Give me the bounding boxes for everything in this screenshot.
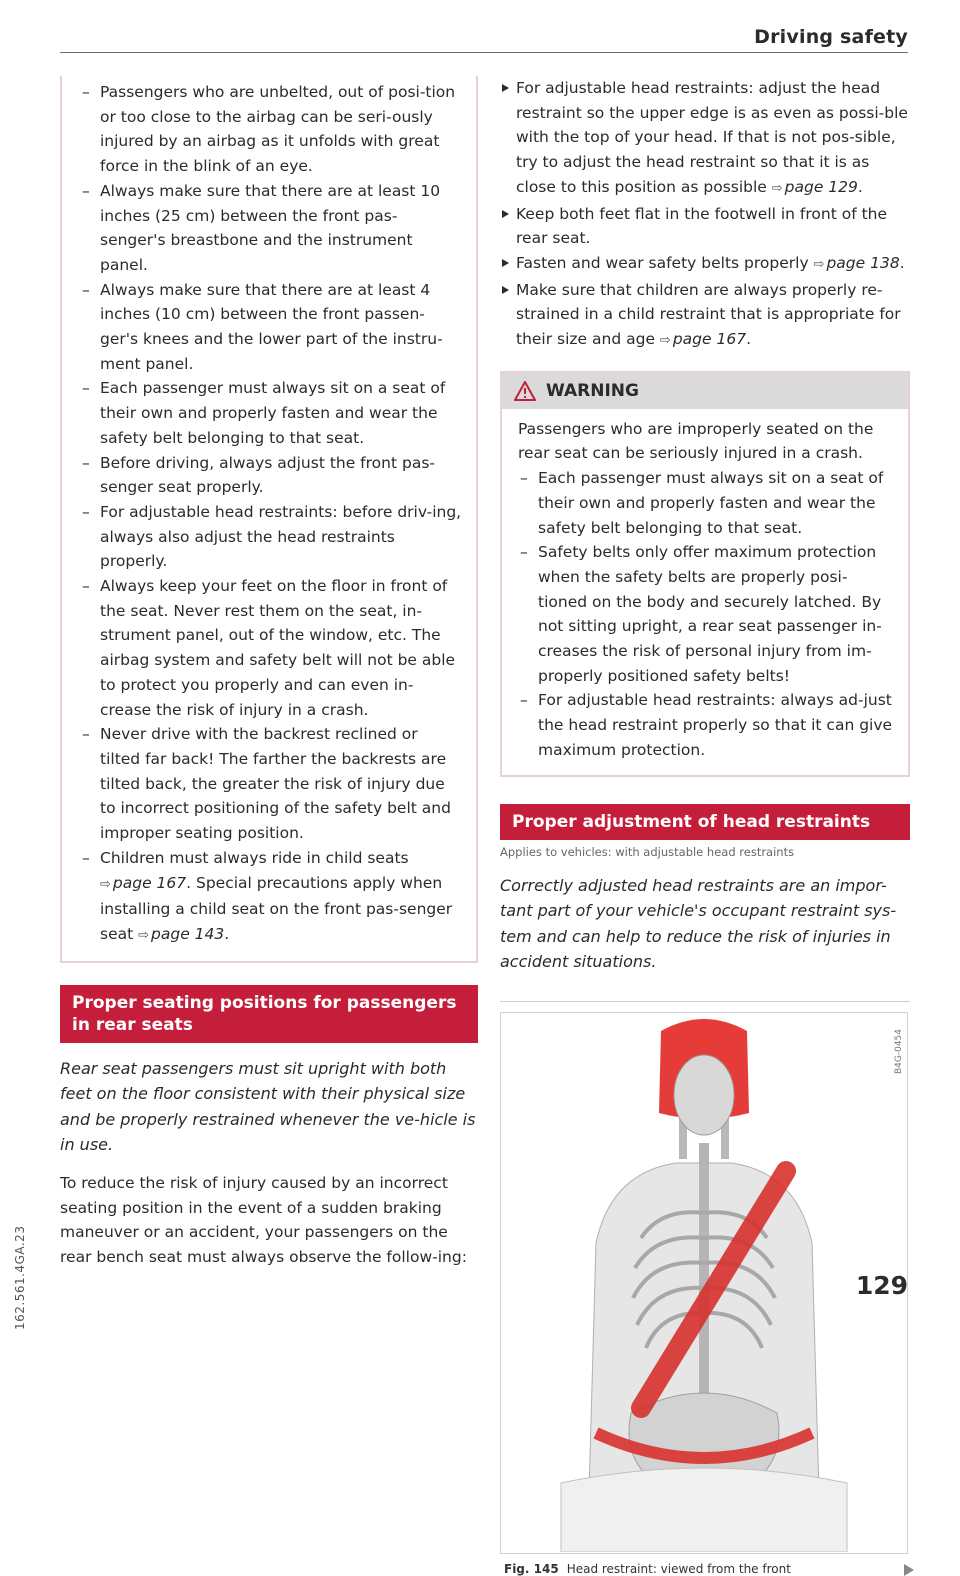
- warning-title: WARNING: [546, 380, 639, 401]
- warning-list: [80, 80, 462, 949]
- section-intro: Rear seat passengers must sit upright with both feet on the floor consistent with their physical size and be properly restrained whenever the ve-hicle is in use.: [60, 1058, 476, 1155]
- head-restraint-illustration: [501, 1013, 906, 1552]
- continue-arrow-icon: [904, 1564, 914, 1576]
- left-column: [60, 76, 478, 1270]
- instruction-item: Keep both feet flat in the footwell in front of the rear seat.: [500, 202, 910, 251]
- warning-header: [502, 373, 908, 409]
- arrow-right-icon: ⇨: [659, 333, 671, 349]
- instruction-item: For adjustable head restraints: adjust the head restraint so the upper edge is as even as possi-ble with the top of your head. If that is not pos-sible, try to adjust the head restraint so that it is as close to this position as possible ⇨ page 129.: [500, 76, 910, 202]
- arrow-right-icon: ⇨: [771, 180, 783, 196]
- warning-item: – Passengers who are unbelted, out of posi-tion or too close to the airbag can be seri-ously injured by an airbag as it unfolds with great force in the blink of an eye.: [80, 80, 462, 179]
- warning-continuation-box: [60, 76, 478, 963]
- arrow-right-icon: ⇨: [813, 256, 825, 272]
- warning-body: [502, 409, 908, 775]
- arrow-right-icon: ⇨: [100, 876, 111, 892]
- running-header-title: Driving safety: [754, 26, 908, 48]
- figure-caption: [504, 1562, 791, 1576]
- warning-intro: Passengers who are improperly seated on the rear seat can be seriously injured in a crash.: [518, 419, 874, 463]
- section-title-head-restraints: Proper adjustment of head restraints: [500, 804, 910, 840]
- figure-caption-text: Head restraint: viewed from the front: [566, 1561, 791, 1576]
- page-167-link[interactable]: ⇨ page 167: [100, 873, 187, 892]
- arrow-right-icon: ⇨: [138, 927, 150, 943]
- warning-triangle-icon: [514, 381, 536, 401]
- right-column: [500, 76, 910, 1576]
- page-number: 129: [855, 1271, 908, 1300]
- warning-item: – Each passenger must always sit on a seat of their own and properly fasten and wear the safety belt belonging to that seat.: [518, 466, 894, 540]
- warning-item: – Never drive with the backrest reclined or tilted far back! The farther the backrests are tilted back, the greater the risk of injury due to incorrect positioning of the safety belt and improper seating position.: [80, 722, 462, 846]
- warning-item: – Safety belts only offer maximum protection when the safety belts are properly posi-tioned on the body and securely latched. By not sitting upright, a rear seat passenger in-creases the risk of personal injury from im-properly positioned safety belts!: [518, 540, 894, 688]
- instruction-list: [500, 76, 910, 354]
- figure-145: [500, 1001, 910, 1576]
- warning-item-children: – Children must always ride in child seats ⇨ page 167. Special precautions apply when installing a child seat on the front pas-senger seat ⇨ page 143.: [80, 846, 462, 949]
- warning-item: – Always keep your feet on the floor in front of the seat. Never rest them on the seat, in-strument panel, out of the window, etc. The airbag system and safety belt will not be able to protect you properly and can even in-crease the risk of injury in a crash.: [80, 574, 462, 722]
- warning-item: – For adjustable head restraints: always ad-just the head restraint properly so that it can give maximum protection.: [518, 688, 894, 762]
- page-138-link[interactable]: ⇨ page 138: [813, 253, 900, 272]
- section-title-rear-seats: Proper seating positions for passengers in rear seats: [60, 985, 478, 1043]
- warning-item: – Each passenger must always sit on a seat of their own and properly fasten and wear the safety belt belonging to that seat.: [80, 376, 462, 450]
- figure-label: Fig. 145: [504, 1561, 559, 1576]
- warning-list: [518, 466, 894, 762]
- page-129-link[interactable]: ⇨ page 129: [771, 177, 858, 196]
- warning-item: – Always make sure that there are at least 10 inches (25 cm) between the front pas-senger's breastbone and the instrument panel.: [80, 179, 462, 278]
- figure-frame: [500, 1012, 908, 1554]
- warning-item: – Always make sure that there are at least 4 inches (10 cm) between the front passen-ger's knees and the lower part of the instru-ment panel.: [80, 278, 462, 377]
- warning-item: – For adjustable head restraints: before driv-ing, always also adjust the head restraints properly.: [80, 500, 462, 574]
- section-body: To reduce the risk of injury caused by an incorrect seating position in the event of a sudden braking maneuver or an accident, your passengers on the rear bench seat must always observe the follow-ing:: [60, 1173, 467, 1267]
- instruction-item: Fasten and wear safety belts properly ⇨ page 138.: [500, 251, 910, 278]
- head-restraint-intro: Correctly adjusted head restraints are an impor-tant part of your vehicle's occupant restraint sys-tem and can help to reduce the risk of injuries in accident situations.: [500, 875, 897, 972]
- warning-item: – Before driving, always adjust the front pas-senger seat properly.: [80, 451, 462, 500]
- figure-code: B4G-0454: [894, 1028, 904, 1074]
- instruction-item: Make sure that children are always properly re-strained in a child restraint that is appropriate for their size and age ⇨ page 167.: [500, 278, 910, 354]
- document-code: 162.561.4GA.23: [13, 1225, 27, 1330]
- header-rule: [60, 52, 908, 53]
- children-text-1: Children must always ride in child seats: [100, 848, 409, 867]
- children-text-2: . Special precautions apply when installing a child seat on the front pas-senger seat: [100, 873, 453, 943]
- applies-to-note: Applies to vehicles: with adjustable head restraints: [500, 844, 795, 859]
- warning-box: [500, 371, 910, 777]
- page-143-link[interactable]: ⇨ page 143: [138, 924, 225, 943]
- page-167-link[interactable]: ⇨ page 167: [659, 330, 747, 349]
